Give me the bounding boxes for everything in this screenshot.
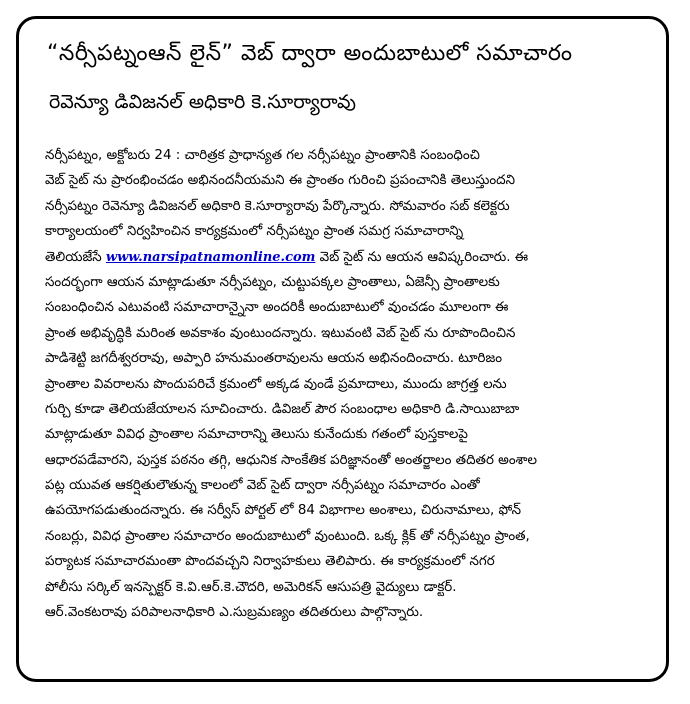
body-line: నంబర్లు, వివిధ ప్రాంతాల సమాచారం అందుబాటులో వుంటుంది. ఒక్క క్లిక్ తో నర్సీపట్నం ప్రాంత, (45, 528, 530, 544)
body-line: వెబ్ సైట్ ను ప్రారంభించడం అభినందనీయమని ఈ ప్రాంతం గురించి ప్రపంచానికి తెలుస్తుందని (45, 173, 516, 189)
body-line: మాట్లాడుతూ వివిధ ప్రాంతాల సమాచారాన్ని తెలుసు కునేందుకు గతంలో పుస్తకాలపై (45, 427, 468, 443)
body-line-with-link (45, 245, 651, 270)
article-headline: “నర్సీపట్నంఆన్ లైన్” వెబ్ ద్వారా అందుబాటులో సమాచారం (47, 41, 573, 66)
body-line: పోలీసు సర్కిల్ ఇనస్పెక్టర్ కె.వి.ఆర్.కె.చౌదరి, అమెరికన్ ఆసుపత్రి వైద్యులు డాక్టర్. (45, 579, 457, 595)
body-text: వెబ్ సైట్ ను ఆయన ఆవిష్కరించారు. ఈ (315, 249, 529, 265)
body-line: ఉపయోగపడుతుందన్నారు. ఈ సర్వీస్ పోర్టల్ లో 84 విభాగాల అంశాలు, చిరునామాలు, ఫోన్ (45, 503, 522, 519)
website-link[interactable]: www.narsipatnamonline.com (105, 249, 316, 265)
body-line: సంబంధించిన ఎటువంటి సమాచారాన్నైనా అందరికీ అందుబాటులో వుంచడం మూలంగా ఈ (45, 300, 509, 316)
body-line: ఆర్.వెంకటరావు పరిపాలనాధికారి ఎ.సుబ్రమణ్యం తదితరులు పాల్గొన్నారు. (45, 605, 424, 621)
article-body (45, 143, 651, 625)
body-line: ఆధారపడేవారని, పుస్తక పఠనం తగ్గి, ఆధునిక సాంకేతిక పరిజ్ఞానంతో అంతర్జాలం తదితర అంశాల (45, 452, 537, 468)
article-frame (16, 16, 669, 682)
body-line: ప్రాంత అభివృద్ధికి మరింత అవకాశం వుంటుందన్నారు. ఇటువంటి వెబ్ సైట్ ను రూపొందించిన (45, 325, 516, 341)
body-line: సందర్భంగా ఆయన మాట్లాడుతూ నర్సీపట్నం, చుట్టుపక్కల ప్రాంతాలు, ఏజెన్సీ ప్రాంతాలకు (45, 274, 500, 290)
body-text: తెలియజేసే (45, 249, 106, 265)
body-line: కార్యాలయంలో నిర్వహించిన కార్యక్రమంలో నర్సీపట్నం ప్రాంత సమగ్ర సమాచారాన్ని (45, 224, 464, 240)
article-subheadline: రెవెన్యూ డివిజనల్ అధికారి కె.సూర్యారావు (49, 91, 356, 113)
body-line: పాడిశెట్టి జగదీశ్వరరావు, అప్పారి హనుమంతరావులను ఆయన అభినందించారు. టూరిజం (45, 351, 503, 367)
body-line: గుర్చి కూడా తెలియజేయాలన సూచించారు. డివిజల్ పౌర సంబంధాల అధికారి డి.సాయిబాబా (45, 401, 520, 417)
body-line: ప్రాంతాల వివరాలను పొందుపరిచే క్రమంలో అక్కడ వుండే ప్రమాదాలు, ముందు జాగ్రత్త లను (45, 376, 507, 392)
body-line: నర్సీపట్నం, అక్టోబరు 24 : చారిత్రక ప్రాధాన్యత గల నర్సీపట్నం ప్రాంతానికి సంబంధించి (45, 148, 480, 163)
body-line: నర్సీపట్నం రెవెన్యూ డివిజనల్ అధికారి కె.సూర్యారావు పేర్కొన్నారు. సోమవారం సబ్ కలెక్టరు (45, 198, 510, 214)
body-line: పట్ల యువత ఆకర్షితులౌతున్న కాలంలో వెబ్ సైట్ ద్వారా నర్సీపట్నం సమాచారం ఎంతో (45, 478, 480, 494)
body-line: పర్యాటక సమాచారమంతా పొందవచ్చని నిర్వాహకులు తెలిపారు. ఈ కార్యక్రమంలో నగర (45, 554, 495, 570)
